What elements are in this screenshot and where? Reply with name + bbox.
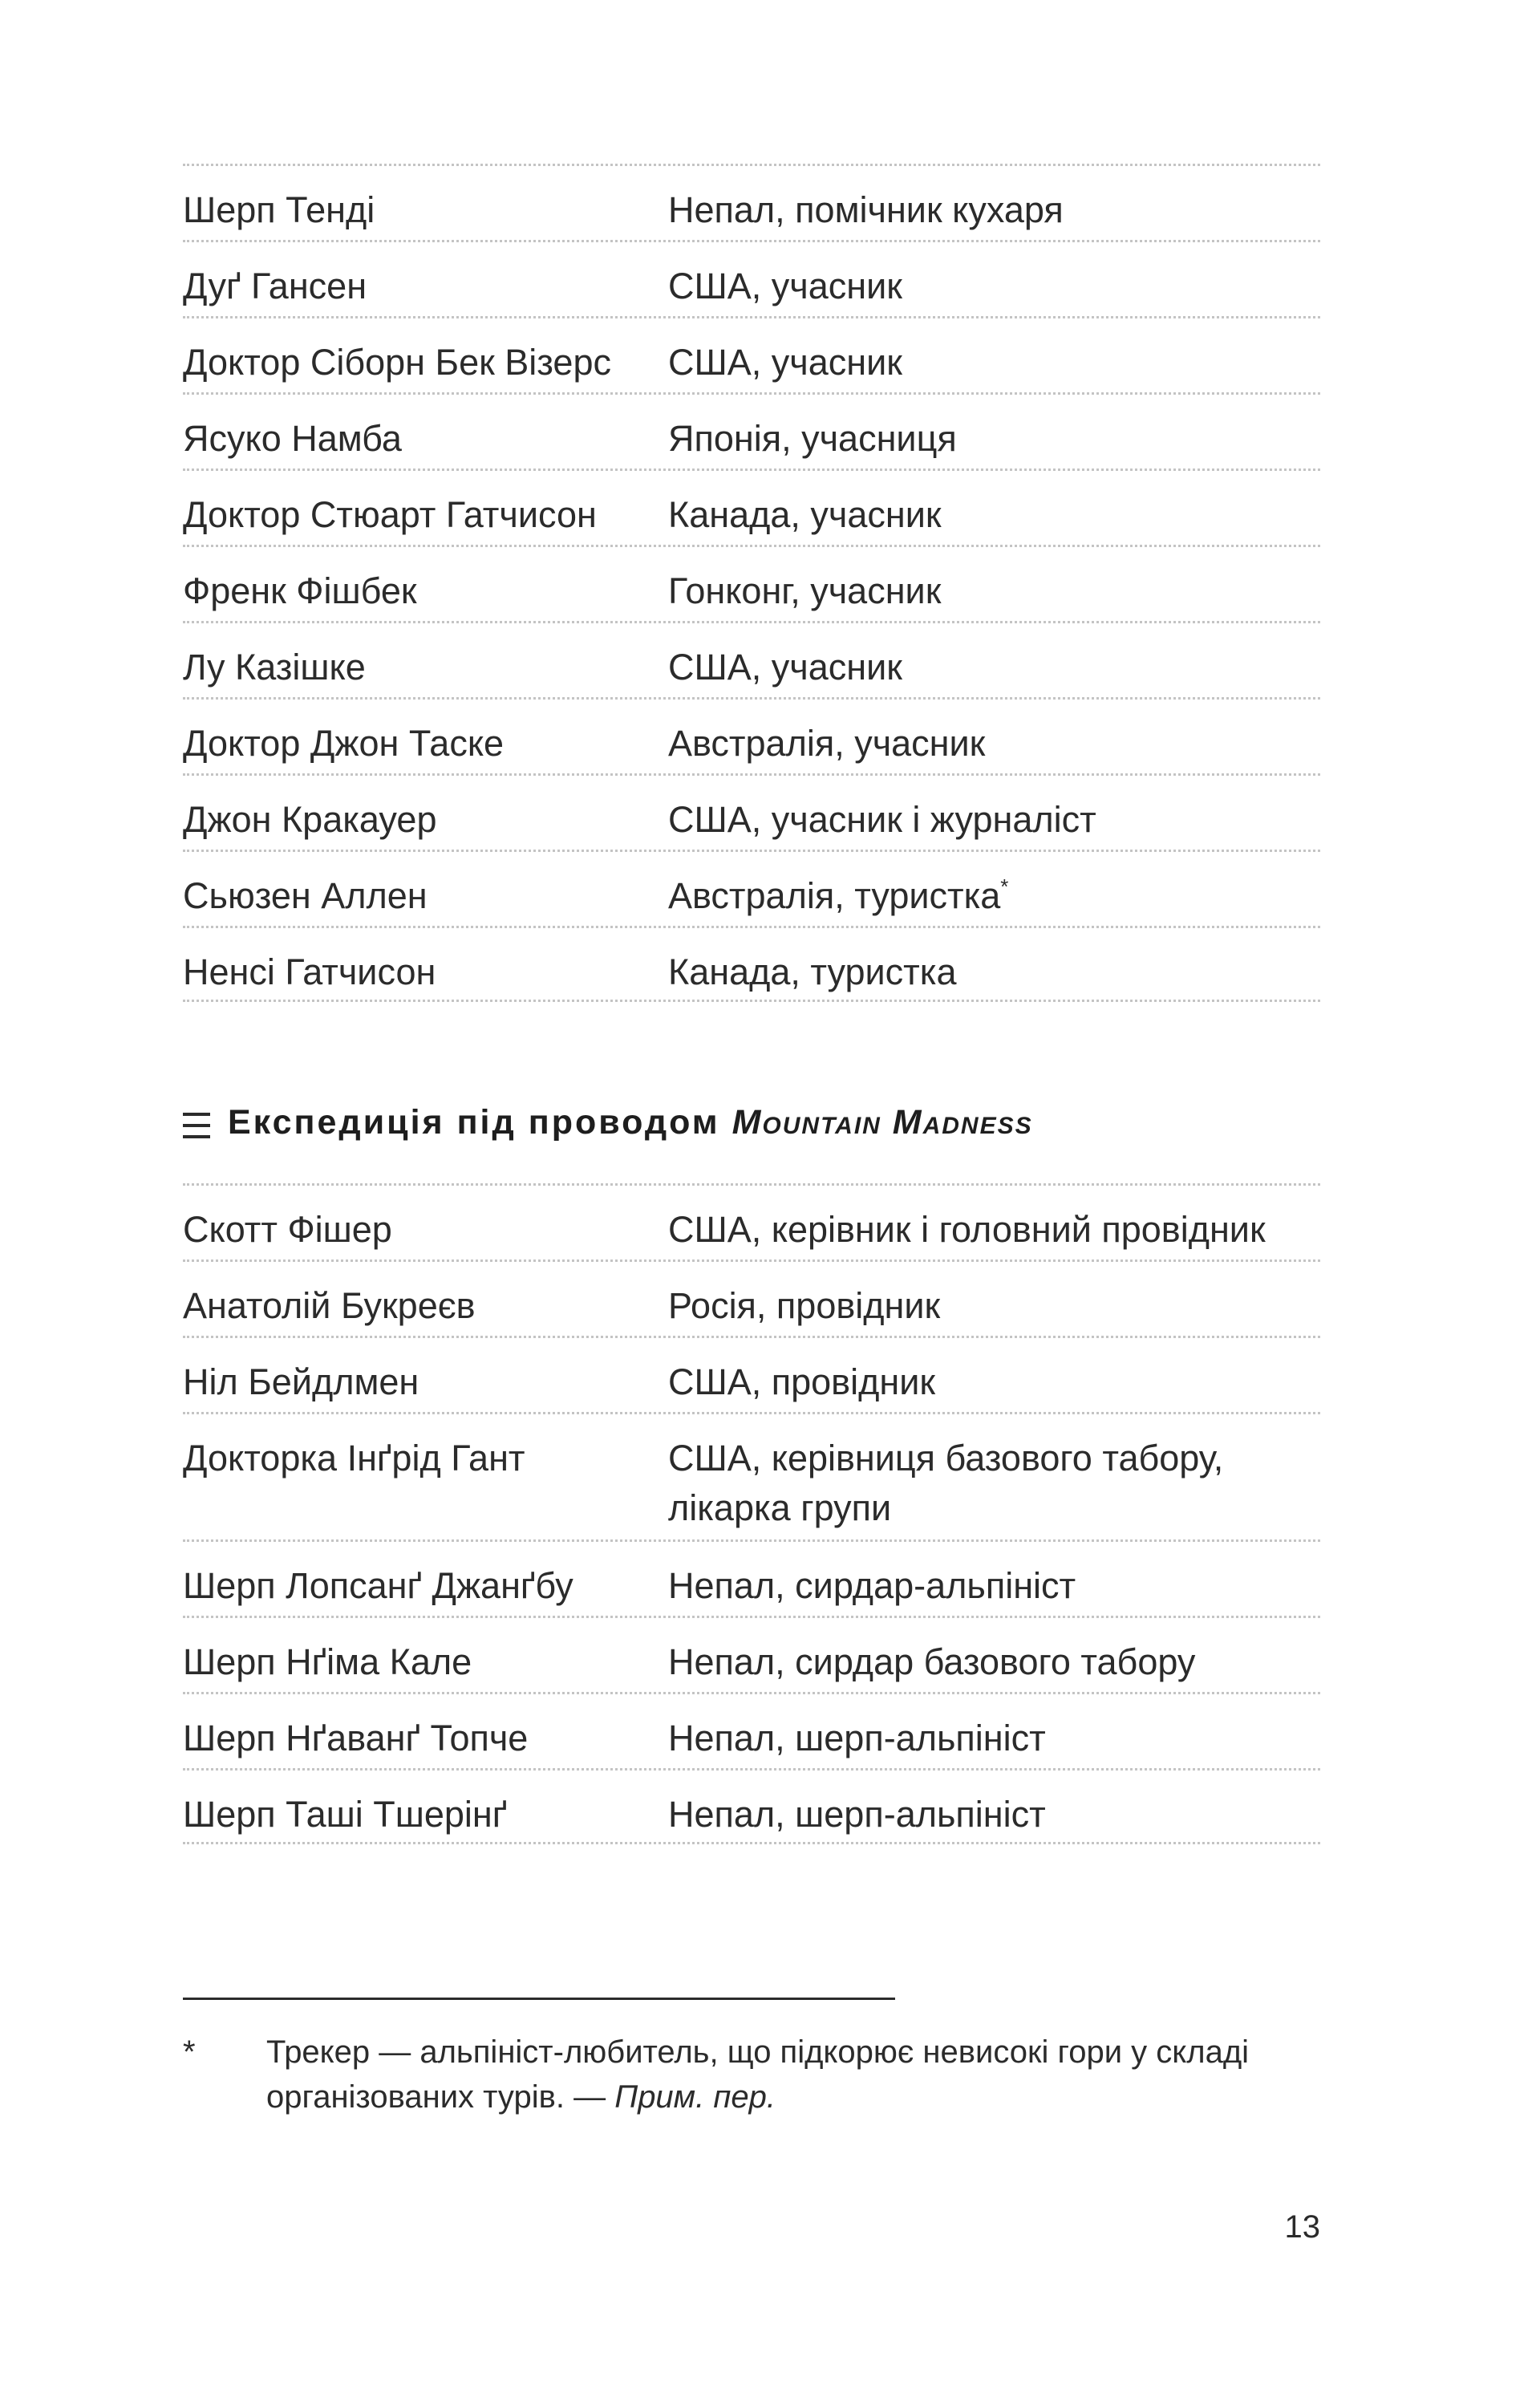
table-row (183, 621, 1320, 697)
participants-table (183, 164, 1320, 1002)
role-text: Австралія, туристка (668, 875, 1001, 916)
person-name: Докторка Інґрід Гант (183, 1438, 525, 1478)
person-role: США, керівник і головний провідник (668, 1209, 1266, 1250)
footnote-reference: * (1000, 874, 1009, 898)
person-role (668, 871, 1320, 921)
person-role: Росія, провідник (668, 1285, 941, 1326)
person-name: Доктор Стюарт Гатчисон (183, 494, 597, 535)
footnote (183, 2030, 1320, 2119)
table-row (183, 1616, 1320, 1692)
person-role: США, учасник (668, 342, 902, 383)
table-row (183, 773, 1320, 850)
person-role: Японія, учасниця (668, 418, 957, 459)
person-name: Доктор Джон Таске (183, 723, 505, 764)
person-role: США, учасник і журналіст (668, 799, 1096, 840)
table-row (183, 1259, 1320, 1336)
person-role (668, 1434, 1320, 1533)
person-name: Шерп Нґіма Кале (183, 1641, 472, 1682)
role-line: США, керівниця базового табору, (668, 1438, 1224, 1478)
role-line: лікарка групи (668, 1487, 892, 1528)
page-number: 13 (1284, 2209, 1320, 2245)
section-title-emphasis: Mountain Madness (732, 1102, 1033, 1142)
table-row (183, 697, 1320, 773)
section-title-prefix: Експедиція під проводом (228, 1102, 732, 1142)
person-name: Ніл Бейдлмен (183, 1361, 419, 1402)
table-row (183, 926, 1320, 1002)
person-role: Непал, сирдар базового табору (668, 1641, 1196, 1682)
section-title (228, 1103, 1033, 1142)
table-row (183, 164, 1320, 240)
table-row (183, 545, 1320, 621)
mountain-madness-table (183, 1183, 1320, 1844)
list-lines-icon (183, 1111, 210, 1140)
table-row (183, 1539, 1320, 1616)
person-role: Австралія, учасник (668, 723, 986, 764)
table-row (183, 1336, 1320, 1412)
person-name: Сьюзен Аллен (183, 875, 428, 916)
person-name: Скотт Фішер (183, 1209, 392, 1250)
person-name: Анатолій Букреєв (183, 1285, 476, 1326)
person-role: Гонконг, учасник (668, 570, 942, 611)
person-role: США, учасник (668, 647, 902, 688)
person-role: США, учасник (668, 266, 902, 306)
person-role: Непал, шерп-альпініст (668, 1718, 1046, 1758)
person-role: Непал, помічник кухаря (668, 189, 1064, 230)
person-role: Канада, туристка (668, 951, 957, 992)
person-role: США, провідник (668, 1361, 936, 1402)
person-role: Непал, сирдар-альпініст (668, 1565, 1076, 1606)
table-row (183, 1412, 1320, 1539)
person-role: Непал, шерп-альпініст (668, 1794, 1046, 1835)
person-name: Шерп Лопсанґ Джанґбу (183, 1565, 573, 1606)
table-row (183, 316, 1320, 392)
person-name: Лу Казішке (183, 647, 366, 688)
footnote-body: Трекер — альпініст-любитель, що підкорює невисокі гори у складі організованих турів. — (266, 2034, 1250, 2115)
person-name: Шерп Тенді (183, 189, 375, 230)
table-row (183, 1183, 1320, 1259)
person-role: Канада, учасник (668, 494, 942, 535)
table-row (183, 468, 1320, 545)
section-heading (183, 1098, 1033, 1146)
table-row (183, 1692, 1320, 1768)
table-row (183, 240, 1320, 316)
person-name: Дуґ Гансен (183, 266, 367, 306)
table-row (183, 1768, 1320, 1844)
person-name: Шерп Нґаванґ Топче (183, 1718, 529, 1758)
translator-note: Прим. пер. (614, 2079, 776, 2115)
footnote-mark: * (183, 2034, 196, 2070)
person-name: Доктор Сіборн Бек Візерс (183, 342, 611, 383)
footnote-divider (183, 1998, 895, 2000)
table-row (183, 392, 1320, 468)
table-row (183, 850, 1320, 926)
person-name: Френк Фішбек (183, 570, 417, 611)
person-name: Джон Кракауер (183, 799, 437, 840)
person-name: Шерп Таші Тшерінґ (183, 1794, 508, 1835)
footnote-text (266, 2030, 1320, 2119)
person-name: Ясуко Намба (183, 418, 402, 459)
person-name: Ненсі Гатчисон (183, 951, 436, 992)
